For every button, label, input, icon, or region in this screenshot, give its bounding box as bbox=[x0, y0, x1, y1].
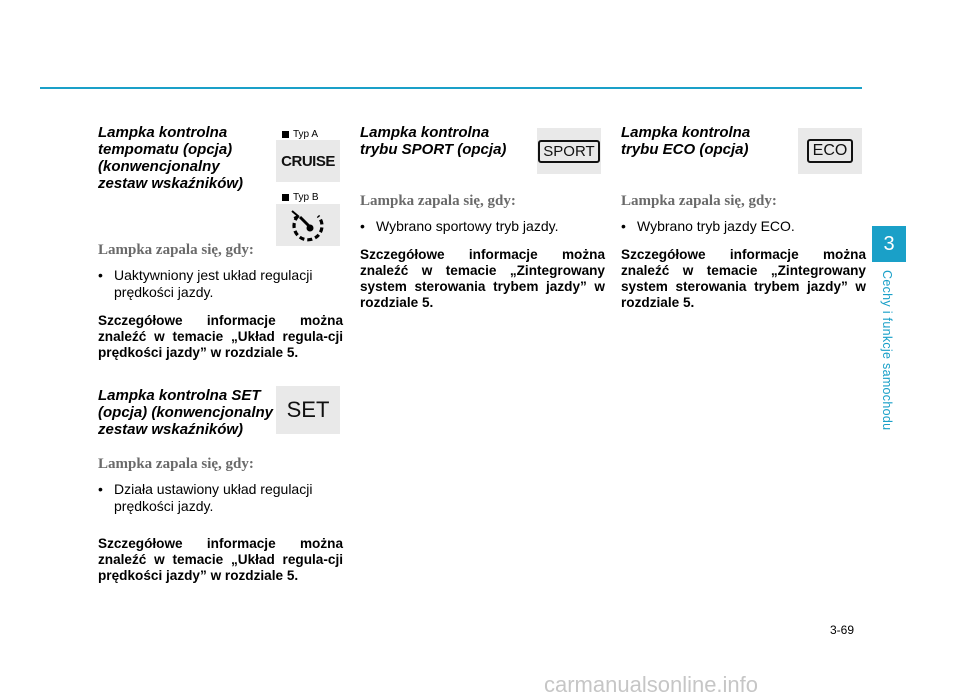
eco-body bbox=[621, 193, 866, 311]
eco-text-icon: ECO bbox=[807, 139, 854, 163]
sport-bullet: • Wybrano sportowy tryb jazdy. bbox=[360, 218, 559, 234]
cruise-text-icon: CRUISE bbox=[281, 152, 335, 170]
set-icon-box bbox=[276, 386, 340, 434]
cruise-bullet: • Uaktywniony jest układ regulacji prędkości jazdy. bbox=[98, 267, 313, 300]
chapter-tab: 3 bbox=[872, 226, 906, 262]
cruise-details: Szczegółowe informacje można znaleźć w temacie „Układ regula-cji prędkości jazdy” w rozdziale 5. bbox=[98, 313, 343, 360]
sport-body bbox=[360, 193, 605, 311]
set-details: Szczegółowe informacje można znaleźć w temacie „Układ regula-cji prędkości jazdy” w rozdziale 5. bbox=[98, 536, 343, 583]
type-b-label: Typ B bbox=[282, 192, 319, 203]
eco-bullet: • Wybrano tryb jazdy ECO. bbox=[621, 218, 795, 234]
set-body bbox=[98, 456, 343, 584]
set-bullet: • Działa ustawiony układ regulacji prędkości jazdy. bbox=[98, 481, 313, 514]
cruise-when-label: Lampka zapala się, gdy: bbox=[98, 242, 254, 258]
set-when-label: Lampka zapala się, gdy: bbox=[98, 456, 254, 472]
watermark: carmanualsonline.info bbox=[544, 672, 759, 697]
set-heading: Lampka kontrolna SET (opcja) (konwencjonalny zestaw wskaźników) bbox=[98, 387, 274, 438]
sport-heading: Lampka kontrolna trybu SPORT (opcja) bbox=[360, 124, 507, 158]
eco-when-label: Lampka zapala się, gdy: bbox=[621, 193, 777, 209]
chapter-title: Cechy i funkcje samochodu bbox=[880, 270, 894, 431]
sport-text-icon: SPORT bbox=[538, 140, 599, 163]
cruise-heading: Lampka kontrolna tempomatu (opcja) (konwencjonalny zestaw wskaźników) bbox=[98, 124, 244, 192]
page-number: 3-69 bbox=[830, 623, 855, 637]
eco-details: Szczegółowe informacje można znaleźć w temacie „Zintegrowany system sterowania trybem jazdy” w rozdziale 5. bbox=[621, 247, 866, 310]
sport-details: Szczegółowe informacje można znaleźć w temacie „Zintegrowany system sterowania trybem jazdy” w rozdziale 5. bbox=[360, 247, 605, 310]
top-rule bbox=[40, 87, 862, 89]
sport-when-label: Lampka zapala się, gdy: bbox=[360, 193, 516, 209]
type-a-label: Typ A bbox=[282, 129, 318, 140]
set-text-icon: SET bbox=[286, 397, 330, 422]
eco-heading: Lampka kontrolna trybu ECO (opcja) bbox=[621, 124, 751, 158]
eco-icon-box bbox=[798, 128, 862, 174]
cruise-speedometer-icon bbox=[288, 206, 328, 244]
cruise-speedometer-box bbox=[276, 204, 340, 246]
sport-icon-box bbox=[537, 128, 601, 174]
cruise-body bbox=[98, 242, 343, 361]
cruise-icon-box bbox=[276, 140, 340, 182]
